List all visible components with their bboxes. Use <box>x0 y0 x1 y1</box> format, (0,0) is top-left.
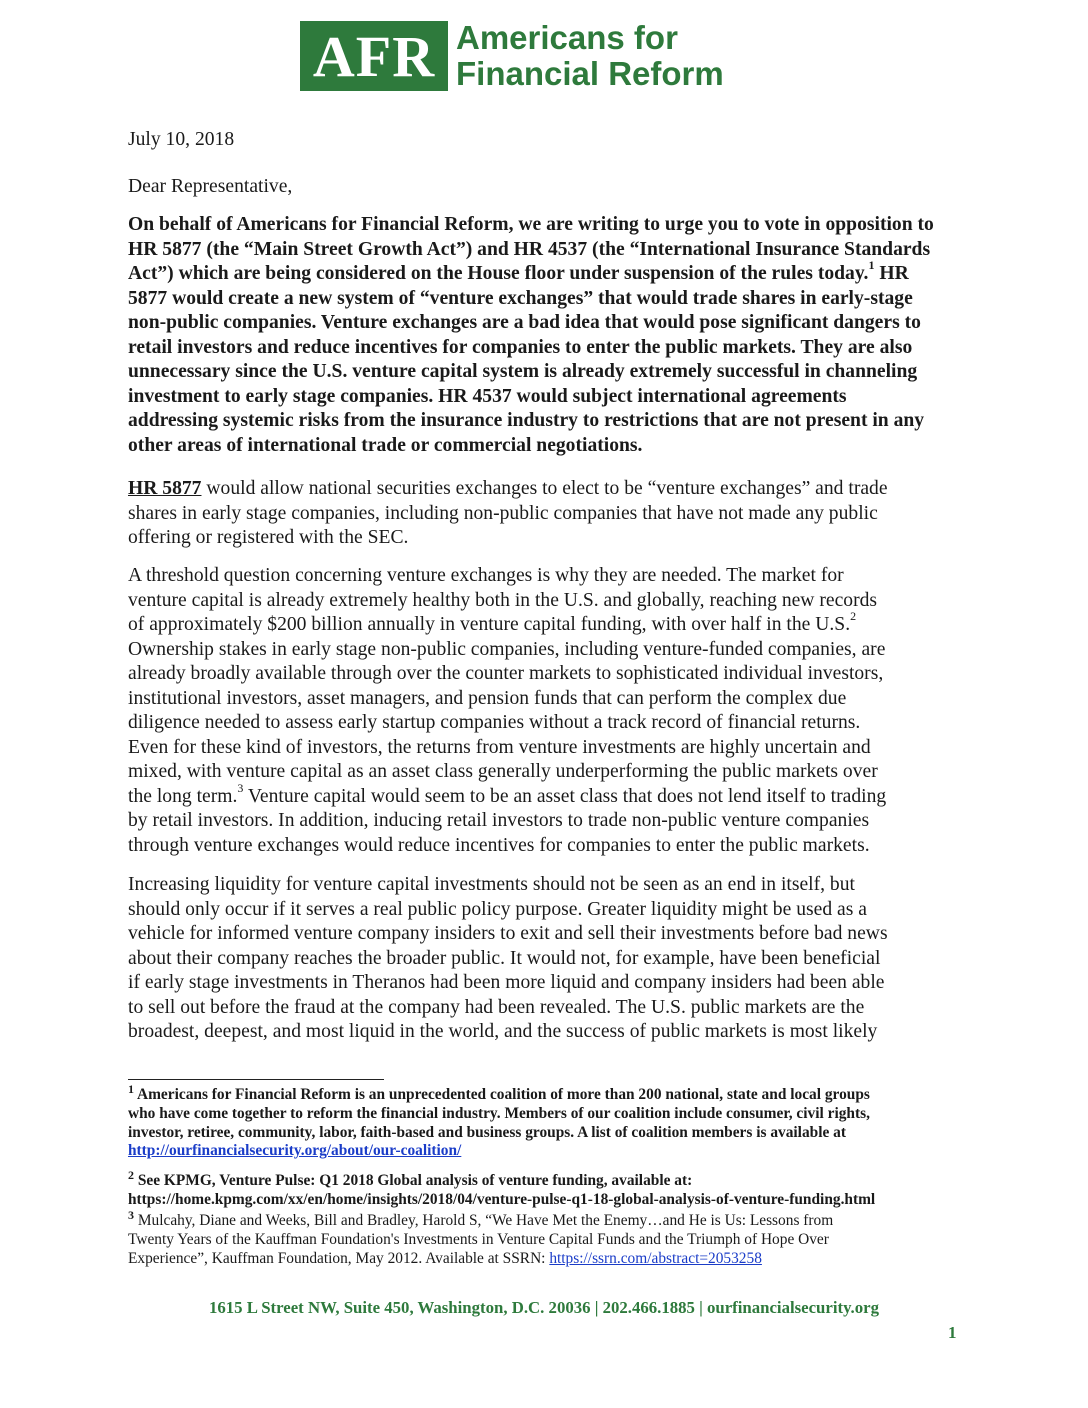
footer-address: 1615 L Street NW, Suite 450, Washington, D.C. 20036 | 202.466.1885 | ourfinancialsecurity.org <box>209 1298 879 1317</box>
footnote-ref-2[interactable]: 2 <box>850 609 857 623</box>
ssrn-link[interactable]: https://ssrn.com/abstract=2053258 <box>549 1249 762 1267</box>
intro-paragraph <box>128 213 963 458</box>
salutation: Dear Representative, <box>128 176 293 197</box>
afr-logo <box>300 20 724 92</box>
threshold-text-a: A threshold question concerning venture exchanges is why they are needed. The market for venture capital is already extremely healthy both in the U.S. and globally, reaching new records of approximately $200 billion annually in venture capital funding, with over half in the U.S. <box>128 565 878 635</box>
footnote-3-number: 3 <box>128 1208 134 1222</box>
coalition-link[interactable]: http://ourfinancialsecurity.org/about/our-coalition/ <box>128 1142 462 1160</box>
intro-text-b: HR 5877 would create a new system of “venture exchanges” that would trade shares in early-stage non-public companies. Venture exchanges are a bad idea that would pose significant dangers to retail investors and reduce incentives for companies to enter the public markets. They are also unnecessary since the U.S. venture capital system is already extremely successful in channeling investment to early stage companies. HR 4537 would subject international agreements addressing systemic risks from the insurance industry to restrictions that are not present in any other areas of international trade or commercial negotiations. <box>128 263 925 456</box>
footnote-3-text: Mulcahy, Diane and Weeks, Bill and Bradley, Harold S, “We Have Met the Enemy…and He is Us: Lessons from Twenty Years of the Kauffman Foundation's Investments in Venture Capital Funds and the Triumph of Hope Over Experience”, Kauffman Foundation, May 2012. Available at SSRN: <box>128 1212 834 1267</box>
hr5877-link[interactable]: HR 5877 <box>128 478 202 499</box>
logo-wordmark <box>456 20 724 92</box>
logo-line-1: Americans for <box>456 19 678 56</box>
logo-line-2: Financial Reform <box>456 55 724 92</box>
letter-date: July 10, 2018 <box>128 129 235 150</box>
footnote-ref-1[interactable]: 1 <box>868 258 875 272</box>
footnote-1-text: Americans for Financial Reform is an unprecedented coalition of more than 200 national, state and local groups who have come together to reform the financial industry. Members of our coalition include consumer, civil rights, investor, retiree, community, labor, faith-based and business groups. A list of coalition members is available at <box>128 1086 870 1141</box>
footnote-1 <box>128 1082 963 1161</box>
footnote-3 <box>128 1208 963 1268</box>
threshold-text-b: Ownership stakes in early stage non-public companies, including venture-funded companies, are already broadly available through over the counter markets to sophisticated individual investors, institutional investors, asset managers, and pension funds that can perform the complex due diligence needed to assess early startup companies without a track record of financial returns. Even for these kind of investors, the returns from venture investments are highly uncertain and mixed, with venture capital as an asset class generally underperforming the public markets over the long term. <box>128 638 886 807</box>
paragraph-hr5877 <box>128 477 963 551</box>
footnote-2-number: 2 <box>128 1168 134 1182</box>
paragraph-liquidity: Increasing liquidity for venture capital investments should not be seen as an end in itself, but should only occur if it serves a real public policy purpose. Greater liquidity might be used as a vehicle for informed venture company insiders to exit and sell their investments before bad news about their company reaches the broader public. It would not, for example, have been beneficial if early stage investments in Theranos had been more liquid and company insiders had been able to sell out before the fraud at the company had been revealed. The U.S. public markets are the broadest, deepest, and most liquid in the world, and the success of public markets is most likely <box>128 874 888 1042</box>
footnote-1-number: 1 <box>128 1082 134 1096</box>
page-number: 1 <box>948 1323 957 1342</box>
paragraph-hr5877-text: would allow national securities exchanges to elect to be “venture exchanges” and trade shares in early stage companies, including non-public companies that have not made any public offering or registered with the SEC. <box>128 478 888 548</box>
footnote-ref-3[interactable]: 3 <box>237 780 244 795</box>
footnote-2-text: See KPMG, Venture Pulse: Q1 2018 Global analysis of venture funding, available at: https://home.kpmg.com/xx/en/home/insights/2018/04/venture-pulse-q1-18-global-analysis-of-venture-funding.html <box>128 1172 876 1208</box>
footnote-2 <box>128 1168 963 1210</box>
intro-text-a: On behalf of Americans for Financial Reform, we are writing to urge you to vote in opposition to HR 5877 (the “Main Street Growth Act”) and HR 4537 (the “International Insurance Standards Act”) which are being considered on the House floor under suspension of the rules today. <box>128 214 934 284</box>
footnote-divider <box>128 1079 384 1080</box>
logo-mark: AFR <box>300 21 448 91</box>
paragraph-threshold <box>128 564 963 858</box>
threshold-text-c: Venture capital would seem to be an asset class that does not lend itself to trading by retail investors. In addition, inducing retail investors to trade non-public venture companies through venture exchanges would reduce incentives for companies to enter the public markets. <box>128 785 887 856</box>
